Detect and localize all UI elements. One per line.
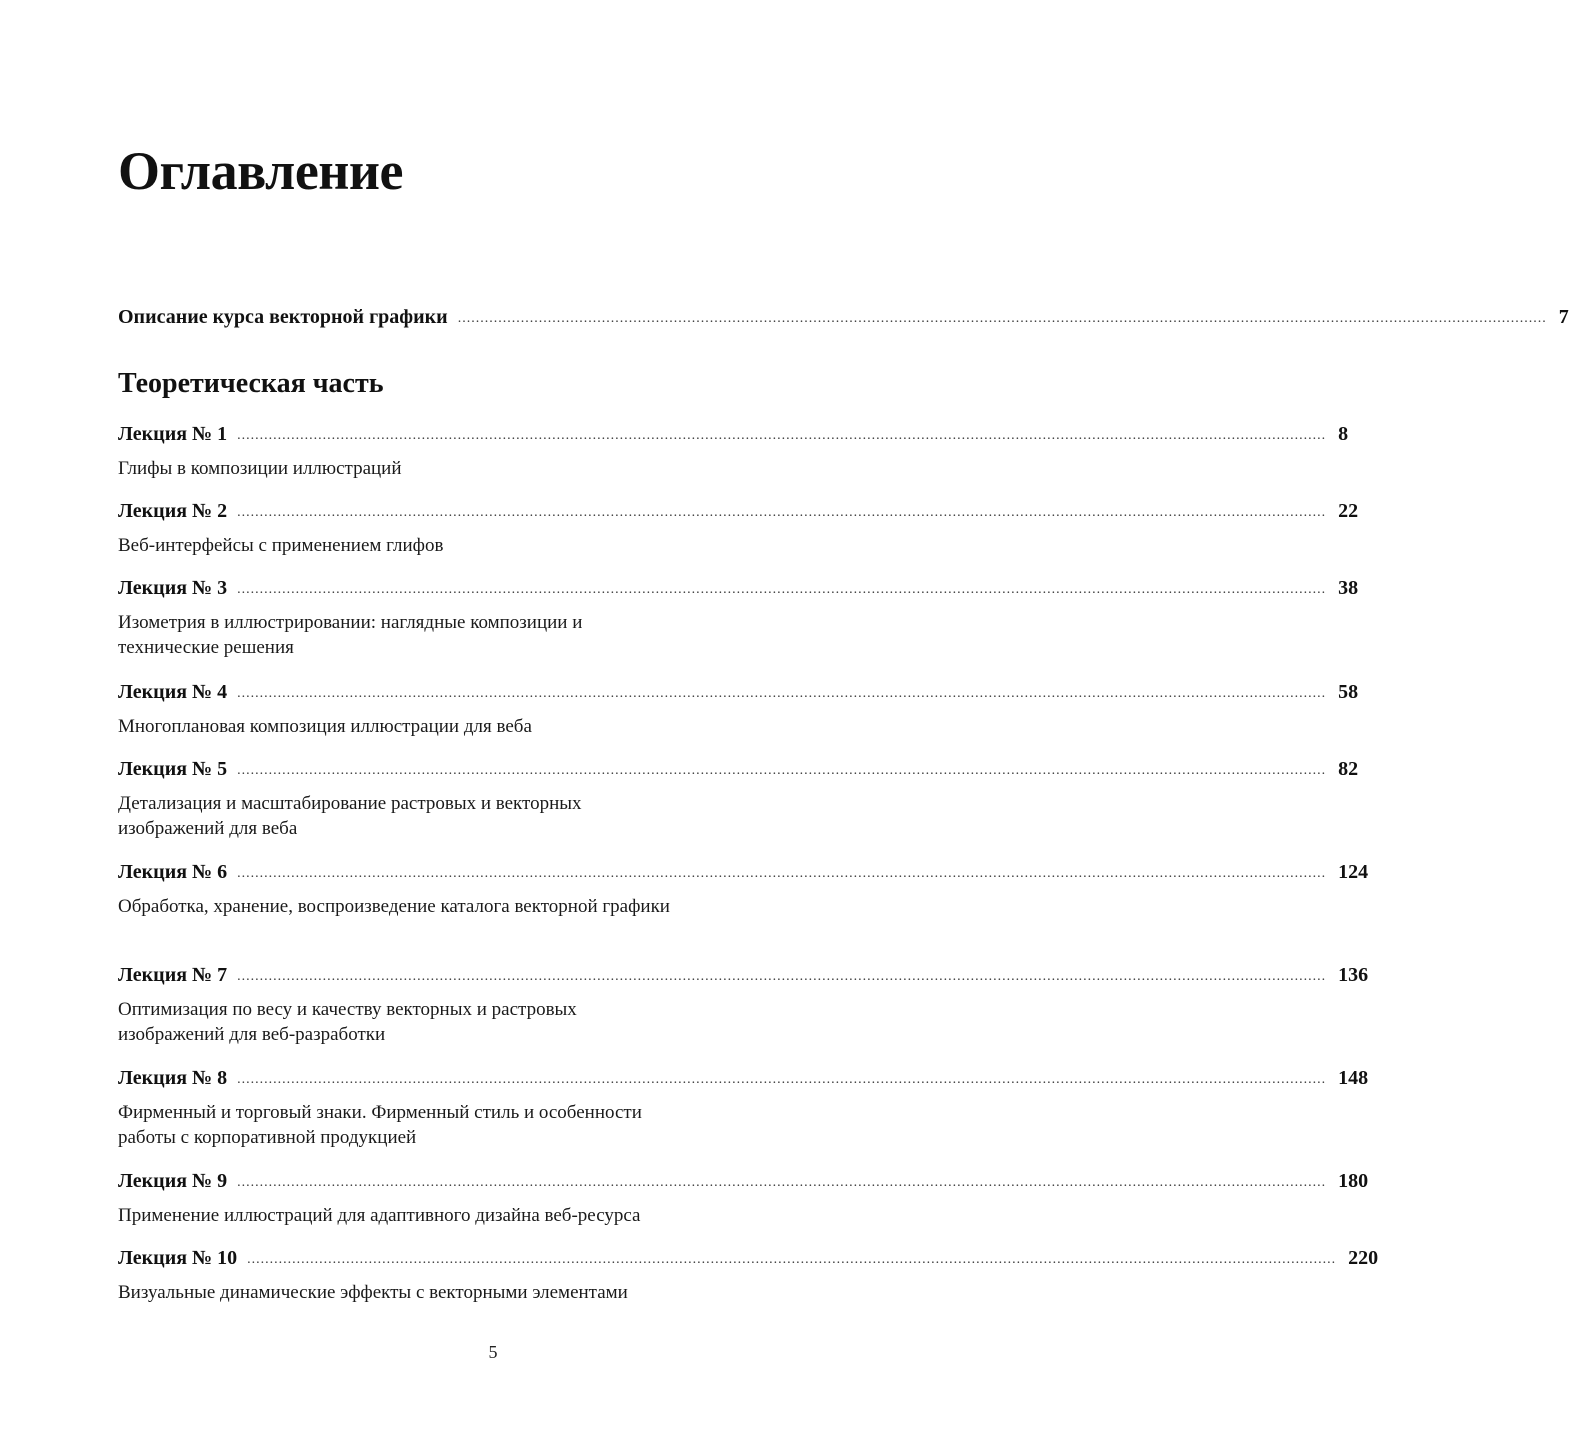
page-title: Оглавление bbox=[118, 141, 403, 201]
dot-leader: .................................................................................................................................................................................................................................................. bbox=[247, 1252, 1337, 1267]
toc-entry-label: Описание курса векторной графики bbox=[118, 306, 448, 328]
toc-entry-lecture-4 bbox=[118, 679, 1359, 739]
toc-entry-lecture-3 bbox=[118, 575, 1359, 660]
toc-page-number: 7 bbox=[1558, 306, 1569, 328]
toc-entry-lecture-8 bbox=[118, 1065, 1369, 1150]
toc-entry-row bbox=[118, 679, 1359, 708]
toc-entry-description: Оптимизация по весу и качеству векторных и растровых изображений для веб-разработки bbox=[118, 999, 577, 1045]
toc-entry-label: Лекция № 6 bbox=[118, 861, 228, 883]
toc-entry-label: Лекция № 10 bbox=[118, 1247, 238, 1269]
toc-entry-label: Лекция № 8 bbox=[118, 1067, 228, 1089]
toc-page-number: 136 bbox=[1338, 964, 1369, 986]
toc-entry-row bbox=[118, 859, 1369, 888]
toc-page-number: 38 bbox=[1338, 577, 1359, 599]
dot-leader: .................................................................................................................................................................................................................................................. bbox=[237, 969, 1327, 984]
toc-entry-lecture-2 bbox=[118, 498, 1359, 558]
toc-entry-row bbox=[118, 962, 1369, 991]
dot-leader: .................................................................................................................................................................................................................................................. bbox=[237, 686, 1327, 701]
toc-entry-description: Фирменный и торговый знаки. Фирменный стиль и особенности работы с корпоративной продукцией bbox=[118, 1102, 642, 1148]
toc-entry-description: Многоплановая композиция иллюстрации для веба bbox=[118, 716, 532, 737]
toc-entry-label: Лекция № 3 bbox=[118, 577, 228, 599]
dot-leader: .................................................................................................................................................................................................................................................. bbox=[237, 428, 1327, 443]
toc-entry-description: Применение иллюстраций для адаптивного дизайна веб-ресурса bbox=[118, 1205, 641, 1226]
toc-page-number: 220 bbox=[1348, 1247, 1379, 1269]
toc-entry-row bbox=[118, 421, 1349, 450]
dot-leader: .................................................................................................................................................................................................................................................. bbox=[237, 505, 1327, 520]
toc-entry-row bbox=[118, 756, 1359, 785]
toc-page-number: 82 bbox=[1338, 758, 1359, 780]
toc-entry-lecture-6 bbox=[118, 859, 1369, 919]
toc-entry-label: Лекция № 5 bbox=[118, 758, 228, 780]
toc-entry-lecture-1 bbox=[118, 421, 1349, 481]
toc-entry-label: Лекция № 4 bbox=[118, 681, 228, 703]
toc-entry-description: Детализация и масштабирование растровых и векторных изображений для веба bbox=[118, 793, 582, 839]
toc-page-number: 180 bbox=[1338, 1170, 1369, 1192]
section-heading: Теоретическая часть bbox=[118, 368, 384, 399]
toc-entry-row bbox=[118, 1168, 1369, 1197]
toc-entry-description: Обработка, хранение, воспроизведение каталога векторной графики bbox=[118, 896, 670, 917]
toc-page-number: 22 bbox=[1338, 500, 1359, 522]
toc-page-number: 124 bbox=[1338, 861, 1369, 883]
toc-entry-row bbox=[118, 304, 1569, 333]
toc-entry-row bbox=[118, 575, 1359, 604]
toc-entry-description: Изометрия в иллюстрировании: наглядные композиции и технические решения bbox=[118, 612, 583, 658]
toc-entry-description: Глифы в композиции иллюстраций bbox=[118, 458, 402, 479]
toc-entry-description: Веб-интерфейсы с применением глифов bbox=[118, 535, 444, 556]
toc-entry-intro bbox=[118, 304, 1569, 333]
toc-entry-label: Лекция № 9 bbox=[118, 1170, 228, 1192]
toc-entry-row bbox=[118, 498, 1359, 527]
dot-leader: .................................................................................................................................................................................................................................................. bbox=[237, 582, 1327, 597]
dot-leader: .................................................................................................................................................................................................................................................. bbox=[237, 1072, 1327, 1087]
dot-leader: .................................................................................................................................................................................................................................................. bbox=[237, 763, 1327, 778]
toc-page-number: 8 bbox=[1338, 423, 1349, 445]
page-number-folio: 5 bbox=[488, 1342, 498, 1362]
toc-page-number: 58 bbox=[1338, 681, 1359, 703]
dot-leader: .................................................................................................................................................................................................................................................. bbox=[237, 866, 1327, 881]
toc-entry-lecture-10 bbox=[118, 1245, 1379, 1305]
toc-entry-label: Лекция № 1 bbox=[118, 423, 228, 445]
toc-entry-description: Визуальные динамические эффекты с векторными элементами bbox=[118, 1282, 628, 1303]
toc-entry-label: Лекция № 7 bbox=[118, 964, 228, 986]
toc-page-number: 148 bbox=[1338, 1067, 1369, 1089]
toc-entry-row bbox=[118, 1065, 1369, 1094]
toc-entry-label: Лекция № 2 bbox=[118, 500, 228, 522]
toc-entry-row bbox=[118, 1245, 1379, 1274]
toc-entry-lecture-9 bbox=[118, 1168, 1369, 1228]
dot-leader: .................................................................................................................................................................................................................................................. bbox=[237, 1175, 1327, 1190]
dot-leader: .................................................................................................................................................................................................................................................. bbox=[457, 311, 1547, 326]
toc-entry-lecture-7 bbox=[118, 962, 1369, 1047]
toc-entry-lecture-5 bbox=[118, 756, 1359, 841]
